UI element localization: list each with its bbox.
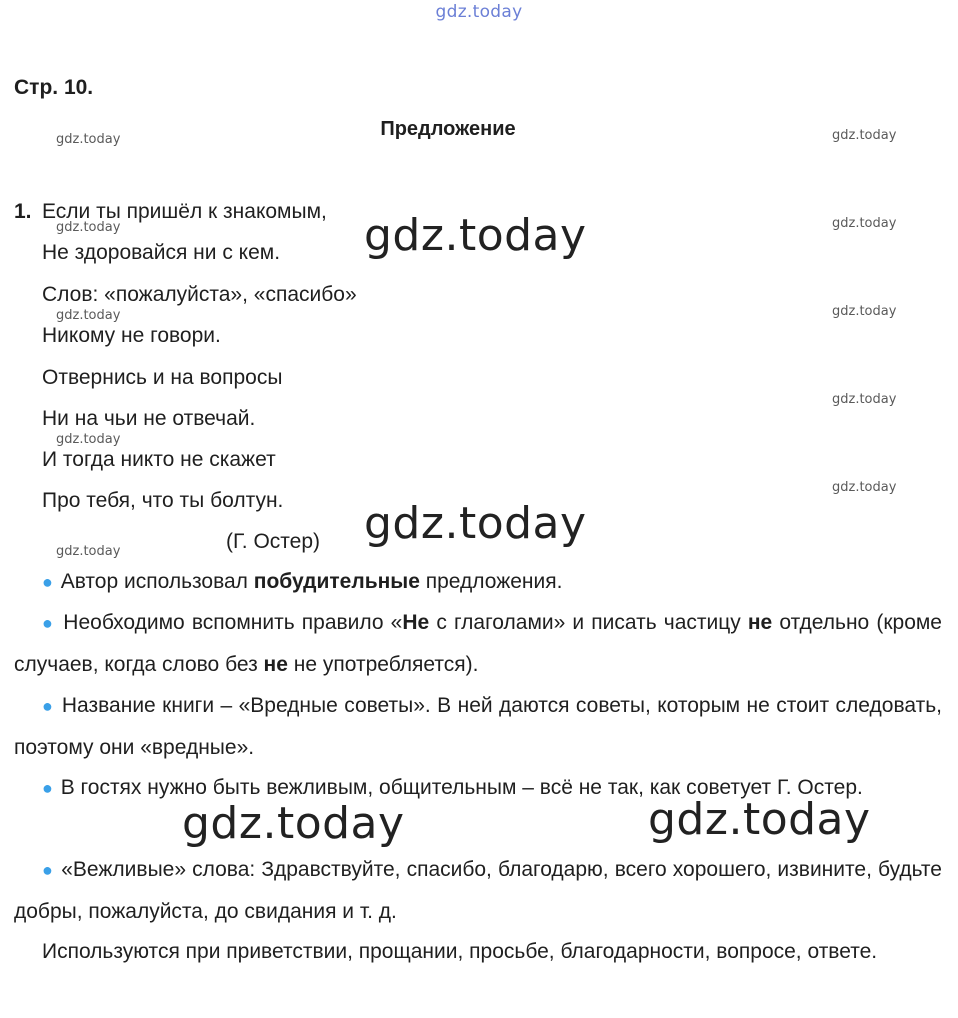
- answer-bold: не: [747, 611, 773, 634]
- answer-text: Необходимо вспомнить правило «: [63, 611, 403, 634]
- answer-text: Автор использовал: [60, 570, 254, 593]
- bullet-icon: ●: [42, 778, 53, 798]
- answer-text: Используются при приветствии, прощании, просьбе, благодарности, вопросе, ответе.: [42, 940, 878, 963]
- answer-paragraph: [14, 602, 942, 685]
- section-title: Предложение: [380, 118, 516, 140]
- answer-paragraph: [14, 931, 942, 972]
- answer-paragraph: [14, 561, 942, 603]
- answer-bold: Не: [402, 611, 430, 634]
- answer-paragraph: [14, 685, 942, 768]
- watermark-large: gdz.today: [182, 798, 405, 849]
- watermark-large: gdz.today: [648, 794, 871, 845]
- watermark-small: gdz.today: [832, 480, 897, 495]
- watermark-small: gdz.today: [56, 132, 121, 147]
- watermark-large: gdz.today: [364, 498, 587, 549]
- verse-line: Отвернись и на вопросы: [42, 366, 283, 389]
- bullet-icon: ●: [42, 860, 54, 880]
- answer-text: предложения.: [419, 570, 563, 593]
- bullet-icon: ●: [42, 613, 55, 633]
- bullet-icon: ●: [42, 696, 54, 716]
- verse-line: Не здоровайся ни с кем.: [42, 241, 281, 264]
- answer-text: с глаголами» и писать частицу: [429, 611, 748, 634]
- watermark-small: gdz.today: [56, 432, 121, 447]
- answer-bold: побудительные: [253, 570, 420, 593]
- answer-bold: не: [263, 653, 288, 676]
- verse-line: Слов: «пожалуйста», «спасибо»: [42, 283, 357, 306]
- verse-line: Если ты пришёл к знакомым,: [42, 200, 327, 223]
- answer-text: не употребляется).: [287, 653, 479, 676]
- task-number: 1.: [14, 200, 32, 223]
- verse-line: Про тебя, что ты болтун.: [42, 489, 284, 512]
- verse-line: Ни на чьи не отвечай.: [42, 407, 256, 430]
- answer-text: отдельно (кроме случаев, когда слово без: [14, 611, 942, 676]
- answer-paragraph: [14, 849, 942, 932]
- answer-text: В гостях нужно быть вежливым, общительным – всё не так, как советует Г. Остер.: [60, 776, 863, 799]
- verse-line: И тогда никто не скажет: [42, 448, 276, 471]
- page-label: Стр. 10.: [14, 76, 94, 99]
- watermark-small: gdz.today: [832, 128, 897, 143]
- answer-text: «Вежливые» слова: Здравствуйте, спасибо, благодарю, всего хорошего, извините, будьте добры, пожалуйста, до свидания и т. д.: [14, 858, 942, 923]
- watermark-small: gdz.today: [56, 220, 121, 235]
- answer-text: Название книги – «Вредные советы». В ней даются советы, которым не стоит следовать, поэтому они «вредные».: [14, 694, 942, 759]
- watermark-large: gdz.today: [364, 210, 587, 261]
- watermark-small: gdz.today: [56, 308, 121, 323]
- verse-author: (Г. Остер): [226, 530, 321, 553]
- watermark-small: gdz.today: [56, 544, 121, 559]
- verse-line: Никому не говори.: [42, 324, 221, 347]
- watermark-small: gdz.today: [832, 304, 897, 319]
- bullet-icon: ●: [42, 572, 53, 592]
- watermark-small: gdz.today: [832, 392, 897, 407]
- watermark-top: gdz.today: [435, 2, 523, 22]
- answer-paragraph: [14, 767, 942, 809]
- watermark-small: gdz.today: [832, 216, 897, 231]
